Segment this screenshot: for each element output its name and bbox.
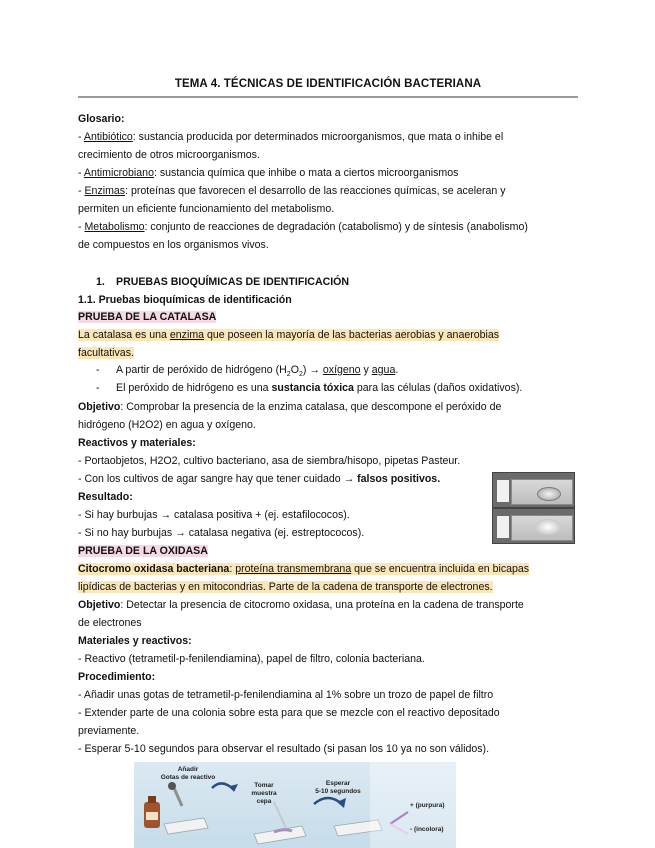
result-negative-label: - (incolora) (410, 826, 444, 833)
catalasa-resultado-heading: Resultado: (78, 491, 133, 503)
glosario-antibiotico-cont: crecimiento de otros microorganismos. (78, 149, 260, 161)
catalasa-reactivos-heading: Reactivos y materiales: (78, 437, 196, 449)
term-oxigeno: oxígeno (322, 364, 361, 376)
glosario-enzimas: - Enzimas: proteínas que favorecen el desarrollo de las reacciones químicas, se aceleran y (78, 185, 506, 197)
term-metabolismo: Metabolismo (84, 221, 145, 233)
filter-paper-1 (164, 818, 208, 834)
term-enzimas: Enzimas (84, 185, 126, 197)
catalasa-intro-cont: facultativas. (78, 347, 134, 359)
catalasa-objetivo: Objetivo: Comprobar la presencia de la enzima catalasa, que descompone el peróxido de (78, 401, 502, 413)
oxidasa-materiales-heading: Materiales y reactivos: (78, 635, 192, 647)
subsection-heading: 1.1. Pruebas bioquímicas de identificación (78, 294, 292, 306)
catalasa-negative-photo (492, 508, 575, 544)
oxidasa-procedure-illustration (134, 762, 456, 848)
oxidasa-intro: Citocromo oxidasa bacteriana: proteína transmembrana que se encuentra incluida en bicapas (78, 563, 530, 575)
oxidasa-proc-1: - Añadir unas gotas de tetrametil-p-fenilendiamina al 1% sobre un trozo de papel de filtro (78, 689, 494, 701)
term-agua: agua (371, 364, 396, 376)
catalasa-bullet-2: - El peróxido de hidrógeno es una sustancia tóxica para las células (daños oxidativos). (96, 382, 523, 394)
oxidasa-heading: PRUEBA DE LA OXIDASA (78, 545, 208, 557)
oxidasa-intro-cont: lipídicas de bacterias y en mitocondrias. Parte de la cadena de transporte de electrones. (78, 581, 493, 593)
title-underline (78, 96, 578, 98)
oxidasa-proc-2: - Extender parte de una colonia sobre esta para que se mezcle con el reactivo depositado (78, 707, 500, 719)
step-3-label: Esperar 5-10 segundos (315, 780, 361, 795)
catalasa-heading: PRUEBA DE LA CATALASA (78, 311, 217, 323)
dropper-icon (174, 788, 182, 806)
oxidasa-procedimiento-heading: Procedimiento: (78, 671, 156, 683)
term-enzima: enzima (169, 329, 205, 341)
section-heading: 1. PRUEBAS BIOQUÍMICAS DE IDENTIFICACIÓN (96, 276, 350, 288)
glosario-metabolismo: - Metabolismo: conjunto de reacciones de degradación (catabolismo) y de síntesis (anabolismo) (78, 221, 528, 233)
glosario-antibiotico: - Antibiótico: sustancia producida por determinados microorganismos, que mata o inhibe el (78, 131, 504, 143)
catalasa-resultado-2: - Si no hay burbujas → catalasa negativa (ej. estreptococos). (78, 527, 365, 539)
catalasa-objetivo-cont: hidrógeno (H2O2) en agua y oxígeno. (78, 419, 256, 431)
oxidasa-objetivo: Objetivo: Detectar la presencia de citocromo oxidasa, una proteína en la cadena de transporte (78, 599, 524, 611)
oxidasa-objetivo-cont: de electrones (78, 617, 142, 629)
catalasa-reactivos-2: - Con los cultivos de agar sangre hay que tener cuidado → falsos positivos. (78, 473, 441, 485)
term-antimicrobiano: Antimicrobiano (83, 167, 154, 179)
term-proteina-transmembrana: proteína transmembrana (235, 563, 352, 575)
catalasa-bullet-1: - A partir de peróxido de hidrógeno $(H_2O_2)$ → oxígeno y agua. (96, 364, 399, 379)
oxidasa-materiales-1: - Reactivo (tetrametil-p-fenilendiamina), papel de filtro, colonia bacteriana. (78, 653, 425, 665)
catalasa-positive-photo (492, 472, 575, 508)
glosario-heading: Glosario: (78, 113, 125, 125)
glosario-antimicrobiano: - Antimicrobiano: sustancia química que inhibe o mata a ciertos microorganismos (78, 167, 459, 179)
catalasa-reactivos-1: - Portaobjetos, H2O2, cultivo bacteriano, asa de siembra/hisopo, pipetas Pasteur. (78, 455, 461, 467)
step-1-label: Añadir Gotas de reactivo (160, 766, 216, 781)
glosario-metabolismo-cont: de compuestos en los organismos vivos. (78, 239, 269, 251)
catalasa-resultado-1: - Si hay burbujas → catalasa positiva + (ej. estafilococos). (78, 509, 350, 521)
term-antibiotico: Antibiótico (83, 131, 133, 143)
oxidasa-proc-3: previamente. (78, 725, 140, 737)
catalasa-intro: La catalasa es una enzima que poseen la mayoría de las bacterias aerobias y anaerobias (78, 329, 500, 341)
page-title: TEMA 4. TÉCNICAS DE IDENTIFICACIÓN BACTERIANA (174, 78, 482, 90)
glosario-enzimas-cont: permiten un eficiente funcionamiento del metabolismo. (78, 203, 335, 215)
arrow-icon-2 (314, 798, 342, 804)
oxidasa-proc-4: - Esperar 5-10 segundos para observar el resultado (si pasan los 10 ya no son válidos). (78, 743, 490, 755)
result-positive-label: + (purpura) (410, 802, 445, 809)
step-2-label: Tomar muestra cepa (251, 782, 277, 805)
